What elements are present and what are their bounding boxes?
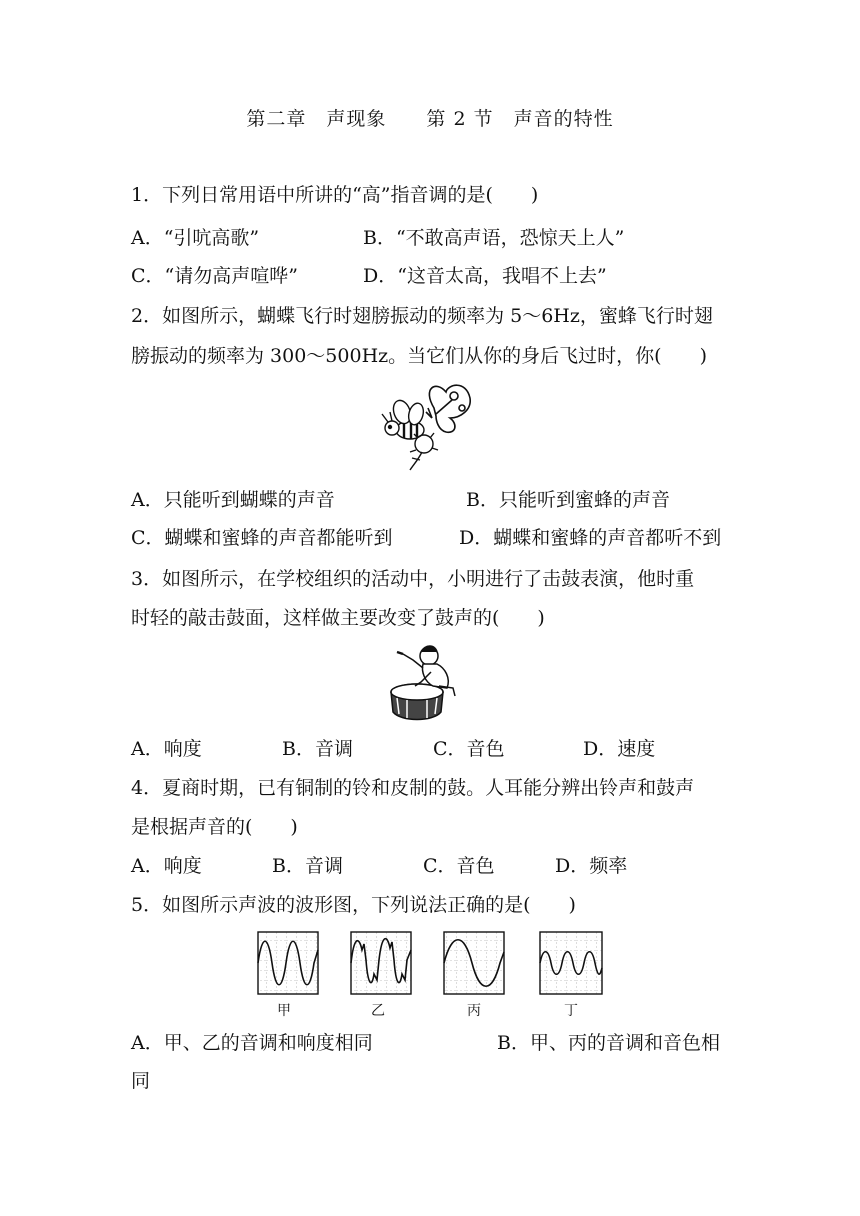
q5-option-a: A．甲、乙的音调和响度相同 (131, 1032, 373, 1054)
wave-label-yi: 乙 (371, 1003, 385, 1019)
wave-label-bing: 丙 (467, 1003, 481, 1019)
q1-option-d: D．“这音太高，我唱不上去” (363, 265, 607, 287)
q5-option-b-line2: 同 (131, 1070, 151, 1092)
q3-option-d: D．速度 (583, 738, 656, 760)
q5-option-b-line1: B．甲、丙的音调和音色相 (497, 1032, 720, 1054)
q3-option-c: C．音色 (433, 738, 505, 760)
q2-option-b: B．只能听到蜜蜂的声音 (466, 489, 670, 511)
wave-jia (258, 932, 318, 994)
wave-bing (444, 932, 504, 994)
drummer-figure (387, 642, 463, 724)
q4-option-a: A．响度 (131, 855, 202, 877)
q3-stem-line2: 时轻的敲击鼓面，这样做主要改变了鼓声的( ) (131, 607, 545, 629)
wave-ding (540, 932, 602, 994)
q4-option-b: B．音调 (272, 855, 343, 877)
q3-option-a: A．响度 (131, 738, 202, 760)
wave-label-jia: 甲 (277, 1003, 291, 1019)
q3-stem-line1: 3．如图所示，在学校组织的活动中，小明进行了击鼓表演，他时重 (131, 568, 695, 590)
q2-option-c: C．蝴蝶和蜜蜂的声音都能听到 (131, 527, 393, 549)
waveform-figure (256, 930, 606, 998)
q1-option-a: A．“引吭高歌” (131, 227, 260, 249)
q1-option-b: B．“不敢高声语，恐惊天上人” (363, 227, 625, 249)
q2-option-a: A．只能听到蝴蝶的声音 (131, 489, 335, 511)
q2-stem-line2: 膀振动的频率为 300～500Hz。当它们从你的身后飞过时，你( ) (131, 345, 707, 367)
bee-butterfly-figure (374, 378, 474, 472)
page-title: 第二章 声现象 第 2 节 声音的特性 (246, 108, 614, 130)
q5-stem: 5．如图所示声波的波形图，下列说法正确的是( ) (131, 894, 576, 916)
wave-label-ding: 丁 (564, 1003, 578, 1019)
q2-option-d: D．蝴蝶和蜜蜂的声音都听不到 (459, 527, 722, 549)
q4-stem-line1: 4．夏商时期，已有铜制的铃和皮制的鼓。人耳能分辨出铃声和鼓声 (131, 777, 695, 799)
q4-stem-line2: 是根据声音的( ) (131, 816, 298, 838)
wave-yi (351, 932, 411, 994)
q4-option-d: D．频率 (555, 855, 628, 877)
q1-stem: 1．下列日常用语中所讲的“高”指音调的是( ) (131, 184, 539, 206)
q1-option-c: C．“请勿高声喧哗” (131, 265, 298, 287)
q4-option-c: C．音色 (423, 855, 495, 877)
q3-option-b: B．音调 (282, 738, 353, 760)
q2-stem-line1: 2．如图所示，蝴蝶飞行时翅膀振动的频率为 5～6Hz，蜜蜂飞行时翅 (131, 305, 713, 327)
